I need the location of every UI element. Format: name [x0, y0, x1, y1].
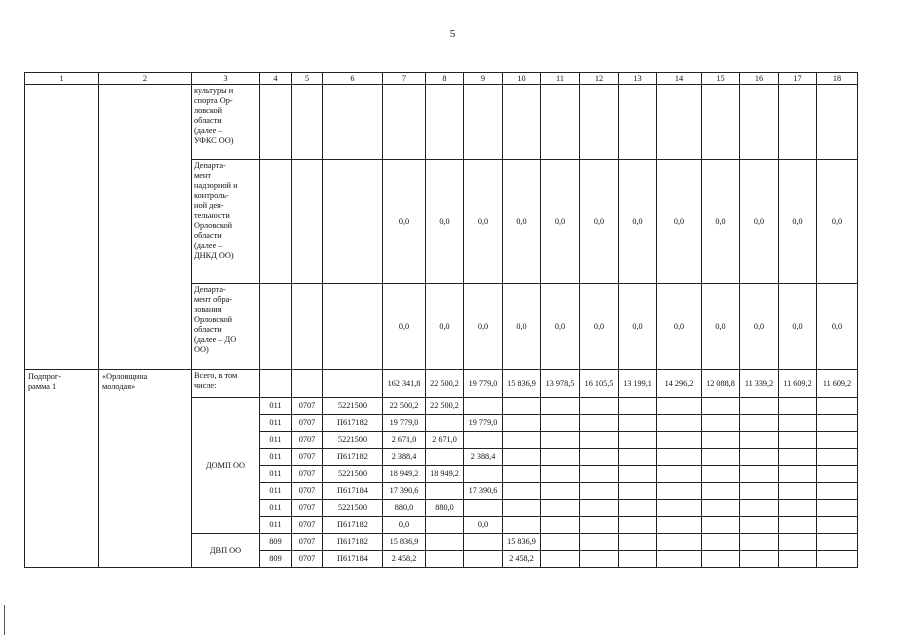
value-cell: 0,0	[580, 160, 619, 284]
header-cell: 1	[25, 73, 99, 85]
table-row	[25, 370, 858, 398]
executor-dvp: ДВП ОО	[192, 534, 260, 568]
value-cell: 0,0	[464, 517, 503, 534]
value-cell	[464, 398, 503, 415]
table-row	[25, 85, 858, 160]
header-cell: 3	[192, 73, 260, 85]
value-cell	[426, 551, 464, 568]
value-cell: 0,0	[541, 284, 580, 370]
value-cell	[503, 398, 541, 415]
code-cell: П617182	[323, 534, 383, 551]
executor-dnkd: Департа- мент надзорной и контроль- ной дея- тельности Орловской области (далее – ДНКД ОО)	[192, 160, 260, 284]
subprogram-name: «Орловщина молодая»	[99, 370, 192, 568]
value-cell: 0,0	[702, 160, 740, 284]
code-cell: 0707	[292, 466, 323, 483]
code-cell: 011	[260, 517, 292, 534]
value-cell: 2 671,0	[383, 432, 426, 449]
code-cell: 0707	[292, 398, 323, 415]
header-cell: 8	[426, 73, 464, 85]
value-cell: 17 390,6	[383, 483, 426, 500]
value-cell: 0,0	[779, 284, 817, 370]
total-value: 22 500,2	[426, 370, 464, 398]
value-cell: 0,0	[541, 160, 580, 284]
code-cell: 0707	[292, 449, 323, 466]
value-cell: 19 779,0	[383, 415, 426, 432]
value-cell: 18 949,2	[426, 466, 464, 483]
subprogram-label: Подпрог- рамма 1	[25, 370, 99, 568]
header-cell: 17	[779, 73, 817, 85]
value-cell: 0,0	[426, 284, 464, 370]
code-cell: 5221500	[323, 466, 383, 483]
header-cell: 11	[541, 73, 580, 85]
code-cell: 0707	[292, 432, 323, 449]
value-cell: 0,0	[580, 284, 619, 370]
header-cell: 2	[99, 73, 192, 85]
value-cell	[464, 432, 503, 449]
total-value: 11 339,2	[740, 370, 779, 398]
value-cell: 0,0	[779, 160, 817, 284]
code-cell: П617182	[323, 517, 383, 534]
header-cell: 5	[292, 73, 323, 85]
header-cell: 7	[383, 73, 426, 85]
total-value: 13 199,1	[619, 370, 657, 398]
header-cell: 10	[503, 73, 541, 85]
value-cell: 19 779,0	[464, 415, 503, 432]
value-cell: 2 458,2	[503, 551, 541, 568]
code-cell: 809	[260, 551, 292, 568]
total-label: Всего, в том числе:	[192, 370, 260, 398]
header-cell: 14	[657, 73, 702, 85]
code-cell: 0707	[292, 483, 323, 500]
executor-domp: ДОМП ОО	[192, 398, 260, 534]
value-cell: 0,0	[503, 284, 541, 370]
value-cell: 0,0	[383, 517, 426, 534]
value-cell	[464, 466, 503, 483]
code-cell: 0707	[292, 551, 323, 568]
total-value: 162 341,8	[383, 370, 426, 398]
value-cell: 0,0	[702, 284, 740, 370]
code-cell: 011	[260, 432, 292, 449]
value-cell: 0,0	[464, 284, 503, 370]
code-cell: 0707	[292, 500, 323, 517]
value-cell: 2 671,0	[426, 432, 464, 449]
code-cell: 011	[260, 398, 292, 415]
value-cell: 0,0	[817, 160, 858, 284]
code-cell: 809	[260, 534, 292, 551]
value-cell: 880,0	[383, 500, 426, 517]
value-cell: 880,0	[426, 500, 464, 517]
header-cell: 6	[323, 73, 383, 85]
value-cell: 17 390,6	[464, 483, 503, 500]
value-cell	[464, 551, 503, 568]
code-cell: П617182	[323, 415, 383, 432]
value-cell: 0,0	[619, 160, 657, 284]
value-cell	[426, 449, 464, 466]
value-cell	[503, 449, 541, 466]
continued-cell-col1	[25, 85, 99, 370]
value-cell: 2 458,2	[383, 551, 426, 568]
header-cell: 16	[740, 73, 779, 85]
code-cell: 5221500	[323, 432, 383, 449]
header-cell: 9	[464, 73, 503, 85]
value-cell: 0,0	[619, 284, 657, 370]
value-cell	[503, 415, 541, 432]
total-value: 15 836,9	[503, 370, 541, 398]
value-cell: 15 836,9	[383, 534, 426, 551]
continued-cell-col2	[99, 85, 192, 370]
value-cell: 0,0	[740, 284, 779, 370]
total-value: 19 779,0	[464, 370, 503, 398]
value-cell	[503, 517, 541, 534]
total-value: 11 609,2	[817, 370, 858, 398]
value-cell	[464, 534, 503, 551]
value-cell	[503, 483, 541, 500]
budget-table	[24, 72, 858, 568]
margin-line	[4, 605, 5, 635]
value-cell	[426, 517, 464, 534]
value-cell: 22 500,2	[383, 398, 426, 415]
code-cell: П617184	[323, 551, 383, 568]
value-cell	[503, 500, 541, 517]
page-number: 5	[449, 28, 456, 40]
header-cell: 15	[702, 73, 740, 85]
value-cell	[464, 500, 503, 517]
value-cell: 0,0	[426, 160, 464, 284]
code-cell: 011	[260, 483, 292, 500]
code-cell: 011	[260, 500, 292, 517]
header-cell: 12	[580, 73, 619, 85]
code-cell: 011	[260, 415, 292, 432]
value-cell: 0,0	[657, 160, 702, 284]
code-cell: 011	[260, 466, 292, 483]
header-cell: 13	[619, 73, 657, 85]
value-cell: 2 388,4	[383, 449, 426, 466]
value-cell: 15 836,9	[503, 534, 541, 551]
total-value: 11 609,2	[779, 370, 817, 398]
code-cell: 0707	[292, 534, 323, 551]
value-cell: 0,0	[383, 284, 426, 370]
value-cell	[426, 415, 464, 432]
value-cell: 0,0	[657, 284, 702, 370]
code-cell: П617184	[323, 483, 383, 500]
value-cell: 0,0	[503, 160, 541, 284]
value-cell: 0,0	[464, 160, 503, 284]
code-cell: 0707	[292, 517, 323, 534]
executor-do: Департа- мент обра- зования Орловской области (далее – ДО ОО)	[192, 284, 260, 370]
total-value: 16 105,5	[580, 370, 619, 398]
code-cell: 5221500	[323, 500, 383, 517]
value-cell	[426, 483, 464, 500]
value-cell: 0,0	[817, 284, 858, 370]
header-cell: 4	[260, 73, 292, 85]
executor-ufks: культуры и спорта Ор- ловской области (далее – УФКС ОО)	[192, 85, 260, 160]
value-cell: 18 949,2	[383, 466, 426, 483]
total-value: 13 978,5	[541, 370, 580, 398]
code-cell: П617182	[323, 449, 383, 466]
total-value: 12 088,8	[702, 370, 740, 398]
value-cell: 22 500,2	[426, 398, 464, 415]
value-cell: 0,0	[383, 160, 426, 284]
total-value: 14 296,2	[657, 370, 702, 398]
code-cell: 0707	[292, 415, 323, 432]
value-cell	[426, 534, 464, 551]
value-cell: 2 388,4	[464, 449, 503, 466]
code-cell: 5221500	[323, 398, 383, 415]
header-row	[25, 73, 858, 85]
code-cell: 011	[260, 449, 292, 466]
value-cell	[503, 432, 541, 449]
header-cell: 18	[817, 73, 858, 85]
value-cell: 0,0	[740, 160, 779, 284]
value-cell	[503, 466, 541, 483]
